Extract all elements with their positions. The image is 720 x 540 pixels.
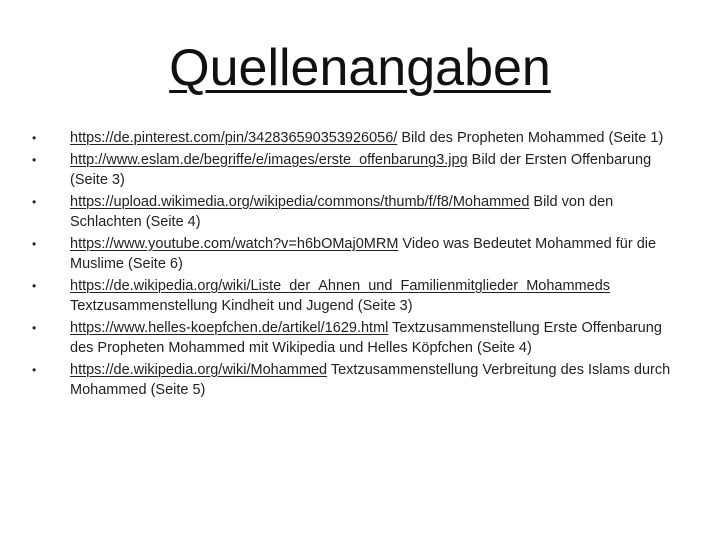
source-description-4: Video was Bedeutet Mohammed für die Muslime (Seite 6)	[70, 235, 657, 272]
source-description-6: Textzusammenstellung Erste Offenbarung des Propheten Mohammed mit Wikipedia und Helles Köpfchen (Seite 4)	[70, 319, 662, 356]
source-description-5: Textzusammenstellung Kindheit und Jugend (Seite 3)	[70, 298, 413, 314]
bullet-icon: •	[32, 278, 37, 293]
source-list	[0, 128, 720, 402]
source-item-2	[0, 150, 720, 191]
bullet-icon: •	[32, 152, 37, 167]
source-item-1	[0, 128, 720, 149]
source-link-5[interactable]: https://de.wikipedia.org/wiki/Liste_der_Ahnen_und_Familienmitglieder_Mohammeds	[70, 277, 611, 294]
source-description-7: Textzusammenstellung Verbreitung des Islams durch Mohammed (Seite 5)	[70, 361, 671, 398]
source-link-2[interactable]: http://www.eslam.de/begriffe/e/images/erste_offenbarung3.jpg	[70, 151, 468, 168]
source-link-6[interactable]: https://www.helles-koepfchen.de/artikel/1629.html	[70, 319, 389, 336]
bullet-icon: •	[32, 362, 37, 377]
source-item-5	[0, 276, 720, 317]
source-item-7	[0, 360, 720, 401]
source-item-4	[0, 234, 720, 275]
source-item-3	[0, 192, 720, 233]
source-description-2: Bild der Ersten Offenbarung (Seite 3)	[70, 151, 652, 188]
source-link-3[interactable]: https://upload.wikimedia.org/wikipedia/commons/thumb/f/f8/Mohammed	[70, 193, 530, 210]
bullet-icon: •	[32, 131, 37, 145]
source-description-3: Bild von den Schlachten (Seite 4)	[70, 193, 614, 230]
bullet-icon: •	[32, 194, 37, 209]
source-description-1: Bild des Propheten Mohammed (Seite 1)	[397, 130, 664, 146]
source-link-4[interactable]: https://www.youtube.com/watch?v=h6bOMaj0MRM	[70, 235, 399, 252]
page-title: Quellenangaben	[169, 39, 551, 97]
source-link-7[interactable]: https://de.wikipedia.org/wiki/Mohammed	[70, 361, 328, 378]
source-link-1[interactable]: https://de.pinterest.com/pin/342836590353926056/	[70, 130, 398, 146]
bullet-icon: •	[32, 320, 37, 335]
source-item-6	[0, 318, 720, 359]
bullet-icon: •	[32, 236, 37, 251]
